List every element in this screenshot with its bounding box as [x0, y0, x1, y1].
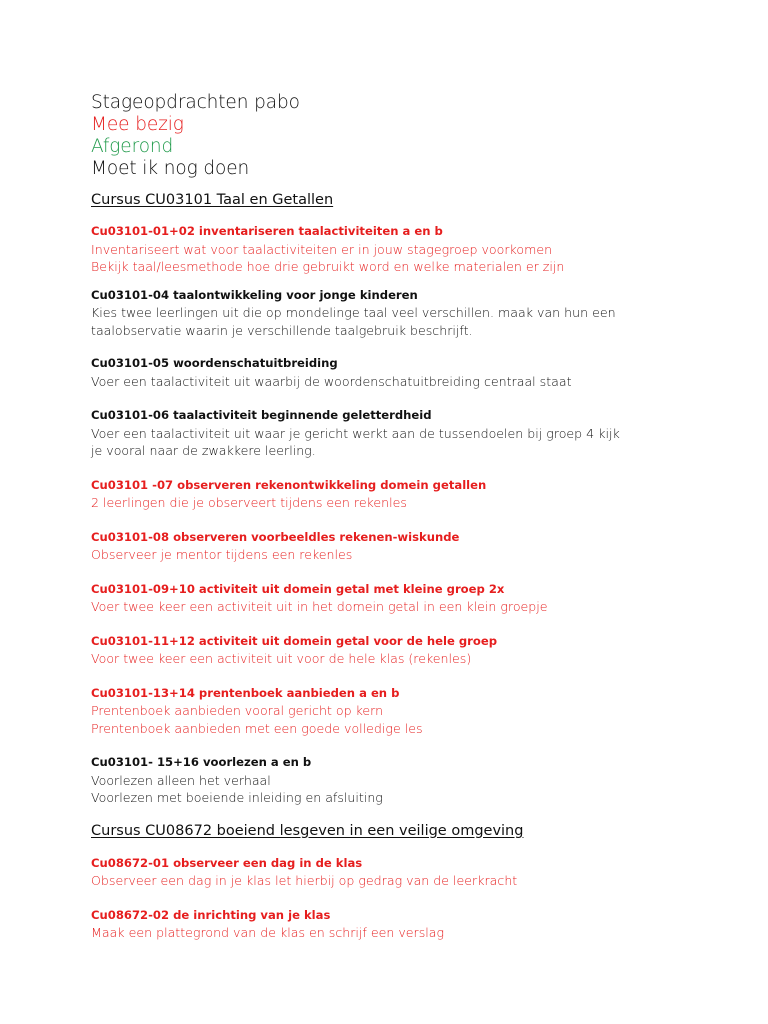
- task-description: Voer twee keer een activiteit uit in het domein getal in een klein groepje: [91, 599, 548, 614]
- task-description: Observeer een dag in je klas let hierbij op gedrag van de leerkracht: [91, 873, 518, 888]
- task-item: [91, 529, 731, 564]
- task-title: Cu03101-04 taalontwikkeling voor jonge kinderen: [91, 287, 418, 302]
- legend-in-progress: Mee bezig: [91, 114, 184, 135]
- task-item: [91, 407, 731, 460]
- legend-done: Afgerond: [91, 136, 174, 157]
- task-description: Voer een taalactiviteit uit waarbij de woordenschatuitbreiding centraal staat: [91, 373, 572, 389]
- task-title: Cu08672-02 de inrichting van je klas: [91, 907, 331, 922]
- task-item: [91, 855, 731, 890]
- task-title: Cu03101-01+02 inventariseren taalactiviteiten a en b: [91, 224, 443, 238]
- task-title: Cu03101- 15+16 voorlezen a en b: [91, 755, 312, 769]
- task-title: Cu03101-09+10 activiteit uit domein getal met kleine groep 2x: [91, 581, 505, 596]
- task-description: Voor twee keer een activiteit uit voor de hele klas (rekenles): [91, 651, 472, 666]
- task-item: [91, 223, 731, 276]
- document-title: Stageopdrachten pabo: [91, 92, 300, 113]
- task-title: Cu03101-11+12 activiteit uit domein getal voor de hele groep: [91, 633, 498, 648]
- task-description: Inventariseert wat voor taalactiviteiten er in jouw stagegroep voorkomen: [91, 241, 553, 257]
- task-item: [91, 907, 731, 942]
- task-description: Voer een taalactiviteit uit waar je gericht werkt aan de tussendoelen bij groep 4 kijk: [91, 425, 620, 441]
- task-item: [91, 633, 731, 668]
- task-description: Prentenboek aanbieden vooral gericht op kern: [91, 703, 384, 718]
- task-item: [91, 477, 731, 512]
- task-item: [91, 685, 731, 738]
- task-description: Observeer je mentor tijdens een rekenles: [91, 547, 353, 562]
- task-item: [91, 754, 731, 807]
- task-item: [91, 355, 731, 390]
- task-title: Cu03101-08 observeren voorbeeldles rekenen-wiskunde: [91, 529, 460, 544]
- task-description: Voorlezen met boeiende inleiding en afsluiting: [91, 790, 383, 805]
- task-title: Cu08672-01 observeer een dag in de klas: [91, 855, 363, 870]
- course-heading-boeiend-lesgeven: Cursus CU08672 boeiend lesgeven in een veilige omgeving: [91, 822, 524, 839]
- task-item: [91, 581, 731, 616]
- document-page: [91, 92, 731, 942]
- legend-todo: Moet ik nog doen: [91, 158, 250, 179]
- task-title: Cu03101 -07 observeren rekenontwikkeling domein getallen: [91, 477, 487, 492]
- task-description: Voorlezen alleen het verhaal: [91, 772, 271, 788]
- task-description: taalobservatie waarin je verschillende taalgebruik beschrijft.: [91, 322, 473, 338]
- task-description: Bekijk taal/leesmethode hoe drie gebruikt word en welke materialen er zijn: [91, 259, 565, 274]
- task-description: Kies twee leerlingen uit die op mondelinge taal veel verschillen. maak van hun een: [91, 305, 616, 320]
- task-item: [91, 287, 731, 340]
- task-description: Maak een plattegrond van de klas en schrijf een verslag: [91, 925, 445, 940]
- task-description: je vooral naar de zwakkere leerling.: [91, 443, 316, 458]
- course-heading-taal-getallen: Cursus CU03101 Taal en Getallen: [91, 192, 334, 208]
- task-title: Cu03101-13+14 prentenboek aanbieden a en b: [91, 685, 400, 700]
- task-description: 2 leerlingen die je observeert tijdens een rekenles: [91, 495, 407, 510]
- task-title: Cu03101-05 woordenschatuitbreiding: [91, 356, 338, 370]
- task-title: Cu03101-06 taalactiviteit beginnende geletterdheid: [91, 408, 432, 422]
- task-description: Prentenboek aanbieden met een goede volledige les: [91, 720, 423, 736]
